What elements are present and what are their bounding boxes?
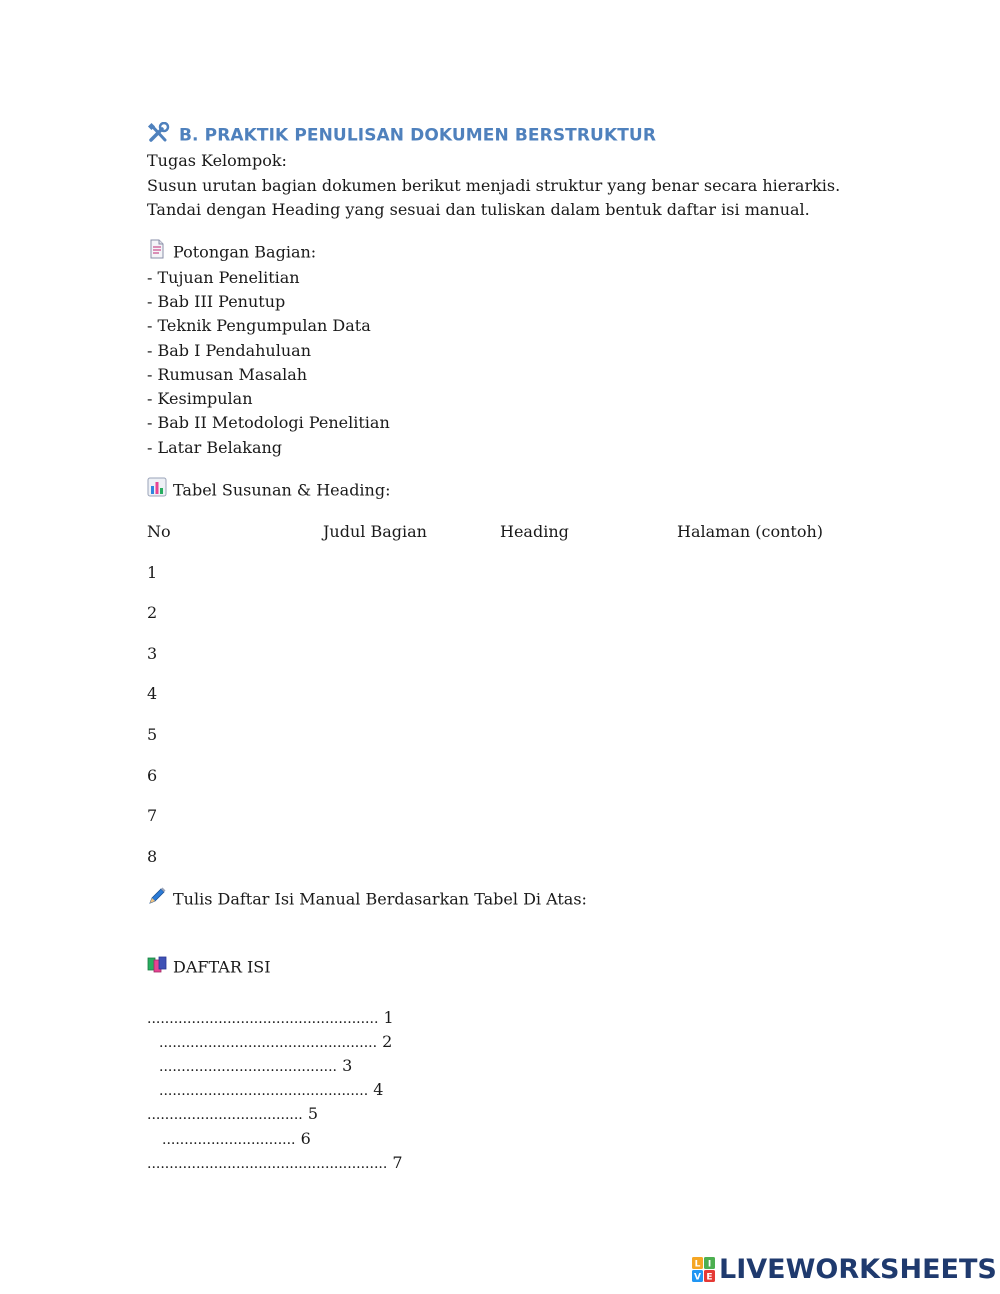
toc-title: DAFTAR ISI — [173, 957, 271, 977]
toc-page: 6 — [300, 1129, 311, 1148]
piece-item: - Bab II Metodologi Penelitian — [147, 413, 390, 432]
section-title: B. PRAKTIK PENULISAN DOKUMEN BERSTRUKTUR — [179, 125, 657, 146]
piece-item: - Kesimpulan — [147, 389, 253, 408]
write-prompt-row — [147, 889, 587, 911]
toc-line — [147, 1008, 394, 1029]
table-header-halaman: Halaman (contoh) — [677, 522, 823, 541]
table-row-number: 6 — [147, 766, 158, 785]
svg-text:E: E — [706, 1272, 713, 1282]
toc-page: 2 — [382, 1032, 393, 1051]
write-prompt: Tulis Daftar Isi Manual Berdasarkan Tabel Di Atas: — [173, 889, 587, 909]
live-badge-icon — [692, 1257, 716, 1287]
table-label-row — [147, 480, 390, 502]
pen-icon — [147, 886, 167, 911]
toc-dots: ........................................ — [159, 1059, 338, 1075]
table-header-judul: Judul Bagian — [323, 522, 427, 541]
section-heading — [147, 122, 656, 149]
toc-page: 7 — [392, 1153, 403, 1172]
table-row-number: 2 — [147, 603, 158, 622]
toc-dots: ................................... — [147, 1107, 303, 1123]
instruction-line-2: Tandai dengan Heading yang sesuai dan tuliskan dalam bentuk daftar isi manual. — [147, 200, 810, 219]
svg-text:L: L — [694, 1259, 701, 1269]
toc-line — [147, 1153, 403, 1174]
toc-title-row — [147, 957, 271, 979]
liveworksheets-logo — [692, 1254, 997, 1287]
toc-line — [159, 1080, 383, 1101]
toc-page: 3 — [342, 1056, 353, 1075]
svg-text:V: V — [694, 1272, 701, 1282]
toc-page: 5 — [307, 1104, 319, 1123]
piece-item: - Teknik Pengumpulan Data — [147, 316, 371, 335]
document-icon — [147, 239, 167, 264]
toc-line — [159, 1056, 352, 1077]
table-row-number: 7 — [147, 806, 158, 825]
books-icon — [147, 954, 167, 979]
svg-text:I: I — [707, 1259, 712, 1269]
piece-item: - Bab I Pendahuluan — [147, 341, 311, 360]
piece-item: - Tujuan Penelitian — [147, 268, 300, 287]
pieces-label-row — [147, 242, 316, 264]
table-header-no: No — [147, 522, 171, 541]
bar-chart-icon — [147, 477, 167, 502]
tools-icon — [147, 122, 173, 149]
piece-item: - Bab III Penutup — [147, 292, 286, 311]
instruction-line-1: Susun urutan bagian dokumen berikut menjadi struktur yang benar secara hierarkis. — [147, 176, 841, 195]
logo-wordmark: LIVEWORKSHEETS — [719, 1254, 997, 1285]
pieces-label: Potongan Bagian: — [173, 242, 317, 262]
piece-item: - Rumusan Masalah — [147, 365, 308, 384]
task-label: Tugas Kelompok: — [147, 151, 287, 170]
toc-line — [162, 1129, 311, 1150]
toc-dots: .................................................... — [147, 1011, 379, 1027]
toc-dots: .............................. — [162, 1132, 296, 1148]
piece-item: - Latar Belakang — [147, 438, 283, 457]
toc-page: 4 — [373, 1080, 384, 1099]
table-row-number: 3 — [147, 644, 158, 663]
toc-line — [159, 1032, 392, 1053]
table-row-number: 5 — [147, 725, 158, 744]
table-label: Tabel Susunan & Heading: — [173, 480, 391, 500]
toc-line — [147, 1104, 318, 1125]
toc-dots: ............................................... — [159, 1083, 369, 1099]
table-header-heading: Heading — [500, 522, 569, 541]
toc-page: 1 — [383, 1008, 394, 1027]
table-row-number: 8 — [147, 847, 158, 866]
table-row-number: 4 — [147, 684, 158, 703]
toc-dots: ................................................. — [159, 1035, 378, 1051]
table-row-number: 1 — [147, 563, 158, 582]
toc-dots: ...................................................... — [147, 1156, 388, 1172]
